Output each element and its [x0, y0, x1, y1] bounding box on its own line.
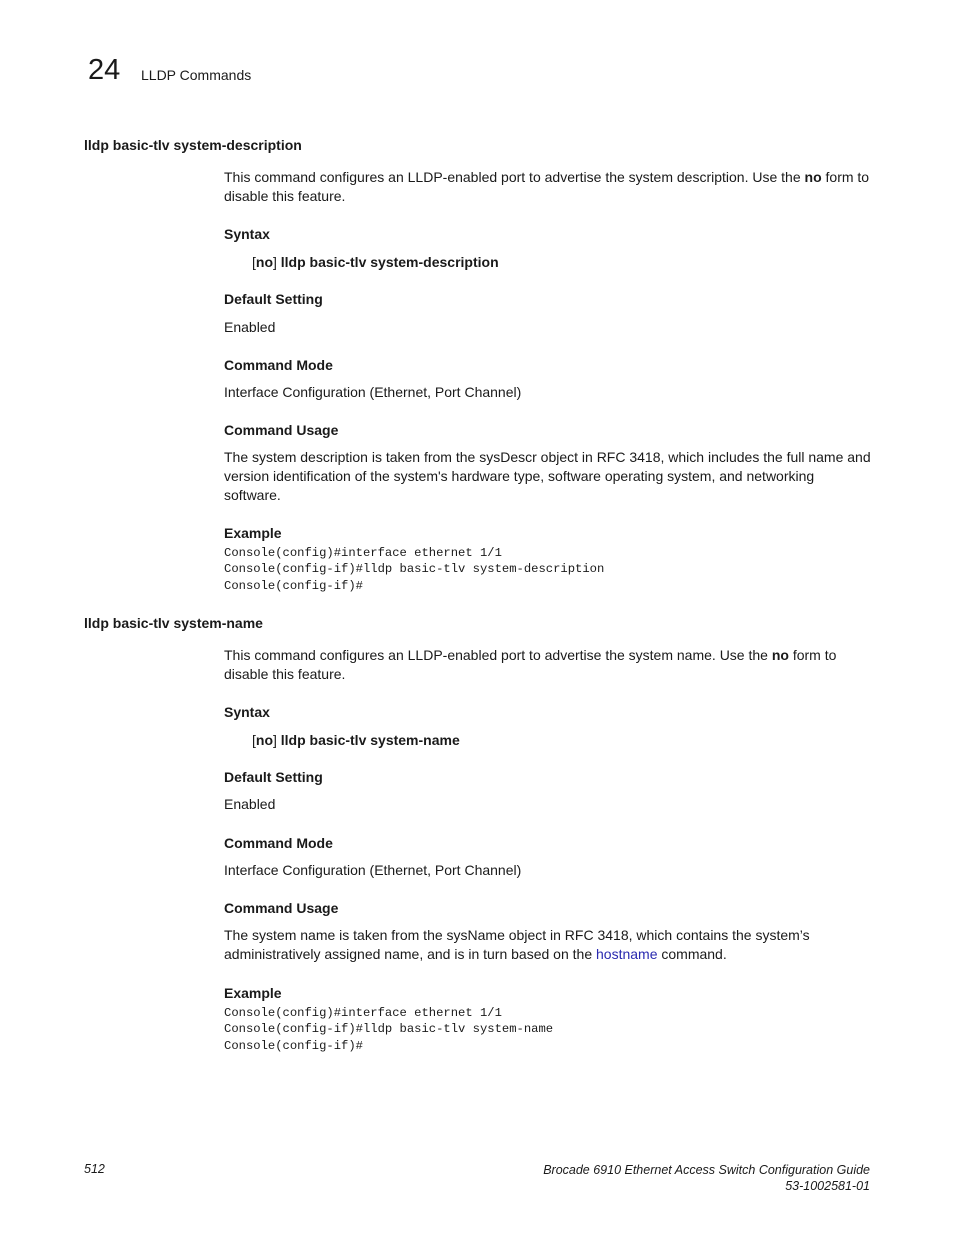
command-heading: lldp basic-tlv system-description	[84, 137, 302, 153]
footer-guide-info	[543, 1162, 870, 1194]
syntax-block	[224, 731, 874, 749]
syntax-bracket: [	[252, 732, 256, 748]
description-text: form to disable this feature.	[224, 169, 870, 204]
syntax-bracket: ]	[273, 732, 281, 748]
command-description	[224, 646, 874, 684]
description-text: This command configures an LLDP-enabled port to advertise the system description. Use the	[224, 169, 805, 185]
syntax-block	[224, 253, 874, 271]
no-keyword: no	[804, 169, 822, 185]
usage-text: command.	[657, 946, 727, 962]
syntax-no: no	[255, 732, 273, 748]
hostname-link[interactable]: hostname	[596, 946, 658, 962]
default-setting-label: Default Setting	[224, 769, 323, 785]
example-label: Example	[224, 985, 282, 1001]
command-description	[224, 168, 874, 206]
chapter-number: 24	[88, 54, 121, 86]
code-line: Console(config-if)#lldp basic-tlv system-description	[224, 562, 605, 577]
command-usage-label: Command Usage	[224, 900, 339, 916]
syntax-command: lldp basic-tlv system-name	[280, 732, 460, 748]
syntax-bracket: ]	[273, 254, 281, 270]
code-line: Console(config-if)#	[224, 1038, 363, 1053]
default-setting-value: Enabled	[224, 319, 276, 335]
document-number: 53-1002581-01	[785, 1179, 870, 1193]
code-line: Console(config-if)#lldp basic-tlv system-name	[224, 1022, 554, 1037]
command-heading: lldp basic-tlv system-name	[84, 615, 263, 631]
description-text: This command configures an LLDP-enabled port to advertise the system name. Use the	[224, 647, 772, 663]
default-setting-label: Default Setting	[224, 291, 323, 307]
command-mode-value: Interface Configuration (Ethernet, Port Channel)	[224, 384, 522, 400]
command-usage-text: The system description is taken from the sysDescr object in RFC 3418, which includes the full name and version identification of the system's hardware type, software operating system, and networking software.	[224, 449, 871, 503]
description-text: form to disable this feature.	[224, 647, 837, 682]
syntax-bracket: [	[252, 254, 256, 270]
page-number: 512	[84, 1162, 105, 1176]
code-line: Console(config-if)#	[224, 578, 363, 593]
code-line: Console(config)#interface ethernet 1/1	[224, 1006, 502, 1020]
example-code	[224, 1005, 874, 1054]
chapter-title: LLDP Commands	[141, 67, 252, 83]
command-mode-value: Interface Configuration (Ethernet, Port Channel)	[224, 862, 522, 878]
example-code	[224, 545, 874, 594]
syntax-label: Syntax	[224, 226, 270, 242]
syntax-label: Syntax	[224, 704, 270, 720]
guide-title: Brocade 6910 Ethernet Access Switch Configuration Guide	[543, 1163, 870, 1177]
command-usage-text	[224, 926, 874, 964]
code-line: Console(config)#interface ethernet 1/1	[224, 546, 502, 560]
command-usage-label: Command Usage	[224, 422, 339, 438]
syntax-command: lldp basic-tlv system-description	[280, 254, 499, 270]
no-keyword: no	[771, 647, 789, 663]
example-label: Example	[224, 525, 282, 541]
command-mode-label: Command Mode	[224, 835, 333, 851]
command-mode-label: Command Mode	[224, 357, 333, 373]
syntax-no: no	[255, 254, 273, 270]
usage-text: The system name is taken from the sysName object in RFC 3418, which contains the system’s administratively assigned name, and is in turn based on the	[224, 927, 810, 962]
default-setting-value: Enabled	[224, 796, 276, 812]
